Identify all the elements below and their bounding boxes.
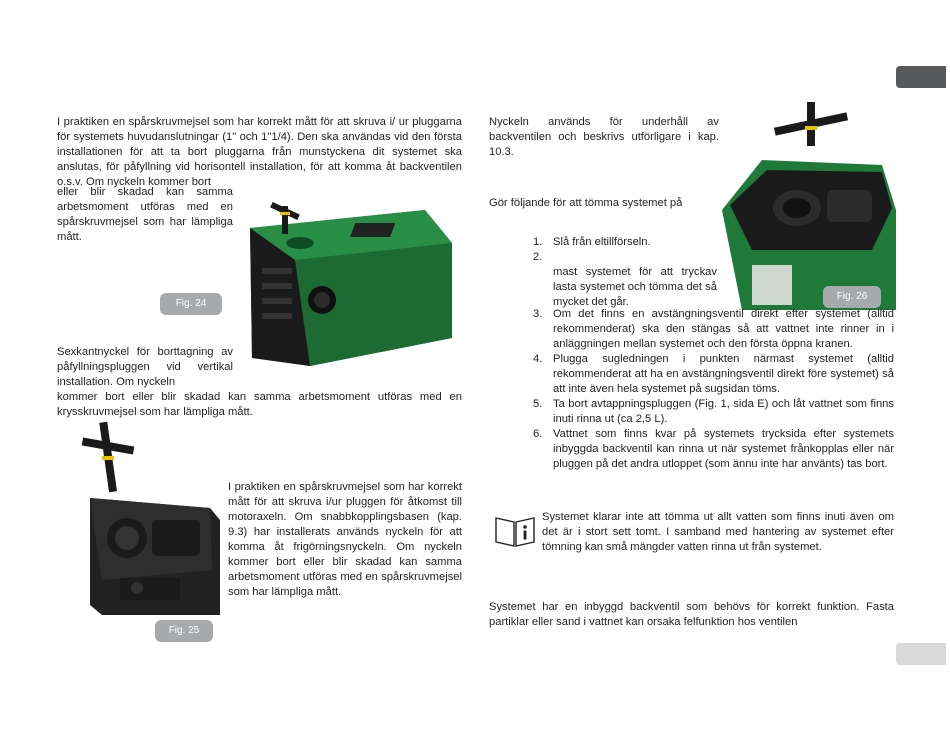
pump-image-fig26 <box>722 100 896 310</box>
section-tab-top <box>896 66 946 88</box>
step-item: 3. Om det finns en avstängningsventil direkt efter systemet (alltid rekommenderat) ska den stängas så att vattnet inte rinner in i anläggningen mellan systemet och den första öppna kranen. <box>533 308 894 350</box>
step-item: 5. Ta bort avtappningspluggen (Fig. 1, sida E) och låt vattnet som finns inuti rinna ut (ca 2,5 L). <box>533 398 894 425</box>
step-item: 2. <box>533 251 543 263</box>
figure-label-25: Fig. 25 <box>155 620 213 642</box>
left-paragraph-1-cont: eller blir skadad kan samma arbetsmoment utföras med en spårskruvmejsel som har lämpliga mått. <box>57 186 233 243</box>
step-item: 4. Plugga sugledningen i punkten närmast systemet (alltid rekommenderat att ha en avstängningsventil direkt före systemet) så att inte även hela systemet på sugsidan töms. <box>533 353 894 395</box>
figure-label-24: Fig. 24 <box>160 293 222 315</box>
pump-image-fig24 <box>240 188 465 378</box>
right-paragraph-2: Gör följande för att tömma systemet på <box>489 197 683 209</box>
step-item: 6. Vattnet som finns kvar på systemets trycksida efter systemets inbyggda backventil kan rinna ut när systemet frånkopplas eller när pluggen på det andra utloppet (som ännu inte har använts) tas bort. <box>533 428 894 470</box>
info-note: Systemet klarar inte att tömma ut allt vatten som finns inuti även om det är i stort sett tomt. I samband med hantering av systemet efter tömning kan små mängder vatten rinna ut från systemet. <box>542 511 894 553</box>
step-item: 1. Slå från eltillförseln. <box>533 236 651 248</box>
section-tab-bottom <box>896 643 946 665</box>
info-book-icon <box>494 514 536 548</box>
figure-label-26: Fig. 26 <box>823 286 881 308</box>
right-paragraph-1: Nyckeln används för underhåll av backventilen och beskrivs utförligare i kap. 10.3. <box>489 116 719 158</box>
right-paragraph-last: Systemet har en inbyggd backventil som behövs för korrekt funktion. Fasta partiklar eller sand i vattnet kan orsaka felfunktion hos ventilen <box>489 601 894 628</box>
step-item: mast systemet för att tryckav lasta systemet och tömma det så mycket det går. <box>553 266 717 308</box>
pump-image-fig25 <box>72 420 220 615</box>
left-paragraph-1: I praktiken en spårskruvmejsel som har korrekt mått för att skruva i/ ur pluggarna för systemets huvudanslutningar (1" och 1"1/4). Den ska användas vid den första installationen för att ta bort pluggarna från munstyckena dit systemet ska anslutas, för påfyllning vid horisontell installation, för att komma åt backventilen o.s.v. Om nyckeln kommer bort <box>57 116 462 188</box>
left-paragraph-2-cont: kommer bort eller blir skadad kan samma arbetsmoment utföras med en krysskruvmejsel som har lämpliga mått. <box>57 391 462 418</box>
left-paragraph-3: I praktiken en spårskruvmejsel som har korrekt mått för att skruva i/ur pluggen för åtkomst till motoraxeln. Om snabbkopplingsbasen (kap. 9.3) har installerats används nyckeln för att komma åt frigörningsnyckeln. Om nyckeln kommer bort eller blir skadad kan samma arbetsmoment utföras med en spårskruvmejsel som har lämpliga mått. <box>228 481 462 598</box>
steps-list-narrow <box>533 235 717 310</box>
left-paragraph-2: Sexkantnyckel för borttagning av påfyllningspluggen vid vertikal installation. Om nyckeln <box>57 346 233 388</box>
steps-list-wide <box>533 307 894 472</box>
